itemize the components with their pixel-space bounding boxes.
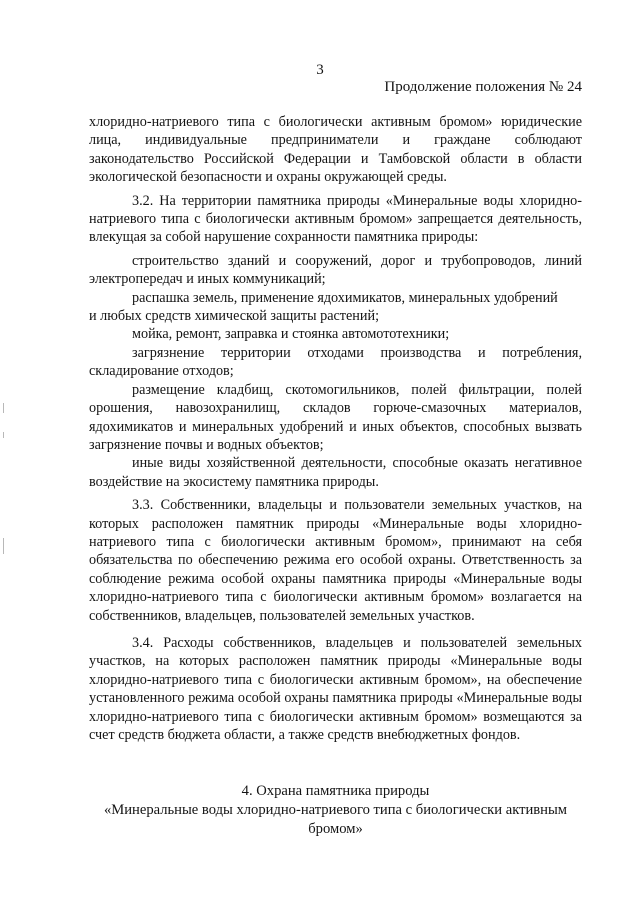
paragraph: 3.2. На территории памятника природы «Минеральные воды хлоридно-натриевого типа с биологически активным бромом» запрещается деятельность, влекущая за собой нарушение сохранности памятника природы:: [89, 192, 582, 246]
section-subtitle: «Минеральные воды хлоридно-натриевого типа с биологически активным бромом»: [103, 802, 568, 837]
margin-mark: [3, 538, 4, 554]
page-number: 3: [316, 62, 324, 78]
list-item: загрязнение территории отходами производства и потребления, складирование отходов;: [89, 344, 582, 380]
list-item: и любых средств химической защиты растений;: [89, 308, 380, 325]
list-item: строительство зданий и сооружений, дорог и трубопроводов, линий электропередач и иных коммуникаций;: [89, 252, 582, 288]
paragraph: 3.4. Расходы собственников, владельцев и пользователей земельных участков, на которых расположен памятник природы «Минеральные воды хлоридно-натриевого типа с биологически активным бромом», на обеспечение установленного режима особой охраны памятника природы «Минеральные воды хлоридно-натриевого типа с биологически активным бромом» возмещаются за счет средств бюджета области, а также средств внебюджетных фондов.: [89, 634, 582, 743]
list-item: размещение кладбищ, скотомогильников, полей фильтрации, полей орошения, навозохранилищ, складов горюче-смазочных материалов, ядохимикатов и минеральных удобрений и иных объектов, способных вызвать загрязнение почвы и водных объектов;: [89, 381, 582, 453]
paragraph: хлоридно-натриевого типа с биологически активным бромом» юридические лица, индивидуальные предприниматели и граждане соблюдают законодательство Российской Федерации и Тамбовской области в области экологической безопасности и охраны окружающей среды.: [89, 114, 582, 186]
continuation-header: Продолжение положения № 24: [384, 79, 582, 95]
paragraph: 3.3. Собственники, владельцы и пользователи земельных участков, на которых расположен памятник природы «Минеральные воды хлоридно-натриевого типа с биологически активным бромом», принимают на себя обязательства по обеспечению режима его особой охраны. Ответственность за соблюдение режима особой охраны памятника природы «Минеральные воды хлоридно-натриевого типа с биологически активным бромом» возлагается на собственников, владельцев, пользователей земельных участков.: [89, 497, 582, 624]
margin-mark: [3, 432, 4, 438]
margin-mark: [3, 403, 4, 413]
list-item: иные виды хозяйственной деятельности, способные оказать негативное воздействие на экосистему памятника природы.: [89, 455, 582, 490]
document-body: [89, 113, 582, 838]
section-heading: [89, 782, 582, 838]
list-item: распашка земель, применение ядохимикатов, минеральных удобрений: [132, 289, 558, 306]
section-title: 4. Охрана памятника природы: [241, 783, 430, 800]
list-item: мойка, ремонт, заправка и стоянка автомототехники;: [132, 326, 450, 343]
